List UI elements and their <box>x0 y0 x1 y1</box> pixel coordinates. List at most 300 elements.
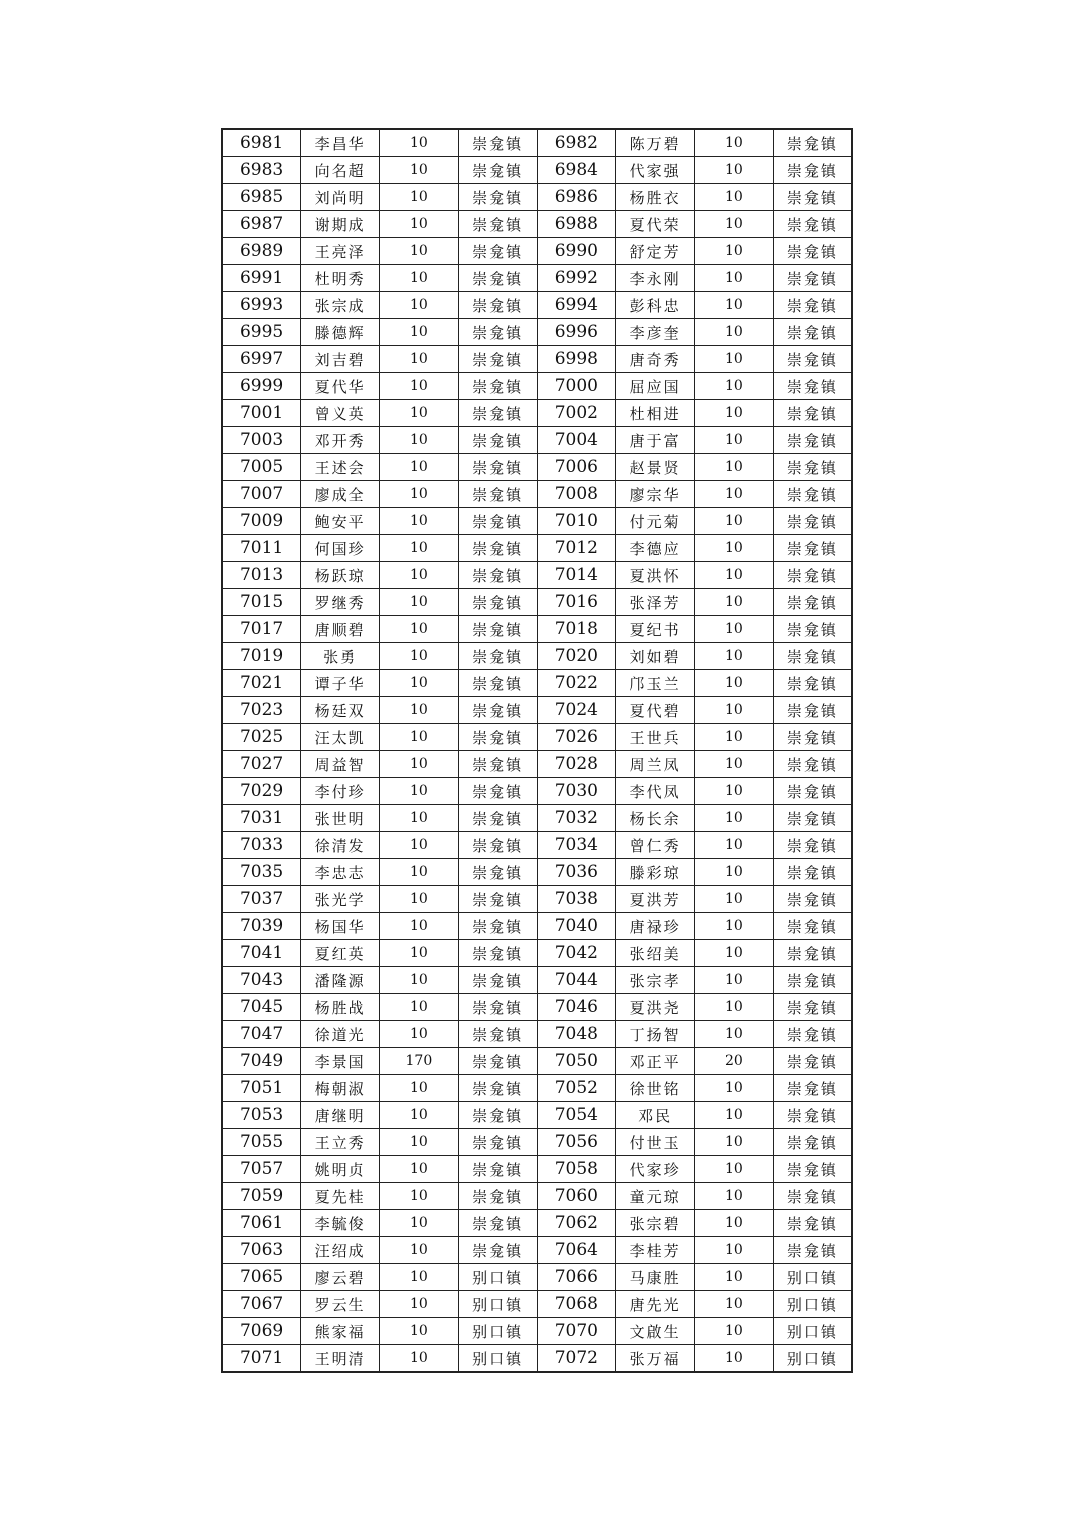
person-name-cell: 王世兵 <box>616 724 695 751</box>
person-name-cell: 唐顺碧 <box>301 616 380 643</box>
record-number-cell: 7005 <box>222 454 301 481</box>
town-name-cell: 崇龛镇 <box>773 589 852 616</box>
table-row <box>222 373 852 400</box>
table-row <box>222 670 852 697</box>
record-number-cell: 7057 <box>222 1156 301 1183</box>
amount-value-cell: 10 <box>695 292 774 319</box>
town-name-cell: 崇龛镇 <box>773 265 852 292</box>
table-row <box>222 481 852 508</box>
amount-value-cell: 10 <box>695 805 774 832</box>
amount-value-cell: 10 <box>695 400 774 427</box>
amount-value-cell: 10 <box>380 1156 459 1183</box>
person-name-cell: 李付珍 <box>301 778 380 805</box>
town-name-cell: 崇龛镇 <box>773 859 852 886</box>
amount-value-cell: 10 <box>380 913 459 940</box>
person-name-cell: 李永刚 <box>616 265 695 292</box>
amount-value-cell: 10 <box>695 1318 774 1345</box>
amount-value-cell: 10 <box>695 535 774 562</box>
town-name-cell: 崇龛镇 <box>458 697 537 724</box>
person-name-cell: 熊家福 <box>301 1318 380 1345</box>
record-number-cell: 7011 <box>222 535 301 562</box>
amount-value-cell: 10 <box>380 400 459 427</box>
record-number-cell: 7045 <box>222 994 301 1021</box>
record-number-cell: 7018 <box>537 616 616 643</box>
person-name-cell: 王述会 <box>301 454 380 481</box>
record-number-cell: 7033 <box>222 832 301 859</box>
town-name-cell: 崇龛镇 <box>773 1102 852 1129</box>
person-name-cell: 夏洪尧 <box>616 994 695 1021</box>
record-number-cell: 7023 <box>222 697 301 724</box>
town-name-cell: 崇龛镇 <box>458 751 537 778</box>
town-name-cell: 崇龛镇 <box>773 1183 852 1210</box>
table-row <box>222 1318 852 1345</box>
town-name-cell: 崇龛镇 <box>458 535 537 562</box>
record-number-cell: 7016 <box>537 589 616 616</box>
person-name-cell: 鲍安平 <box>301 508 380 535</box>
person-name-cell: 谭子华 <box>301 670 380 697</box>
record-number-cell: 6983 <box>222 157 301 184</box>
person-name-cell: 杨长余 <box>616 805 695 832</box>
table-row <box>222 292 852 319</box>
person-name-cell: 童元琼 <box>616 1183 695 1210</box>
record-number-cell: 7067 <box>222 1291 301 1318</box>
person-name-cell: 舒定芳 <box>616 238 695 265</box>
table-row <box>222 427 852 454</box>
town-name-cell: 崇龛镇 <box>458 1021 537 1048</box>
amount-value-cell: 10 <box>695 1345 774 1373</box>
amount-value-cell: 10 <box>380 346 459 373</box>
record-number-cell: 7007 <box>222 481 301 508</box>
amount-value-cell: 10 <box>695 238 774 265</box>
table-row <box>222 211 852 238</box>
town-name-cell: 崇龛镇 <box>458 1075 537 1102</box>
table-row <box>222 940 852 967</box>
person-name-cell: 张世明 <box>301 805 380 832</box>
person-name-cell: 丁扬智 <box>616 1021 695 1048</box>
table-row <box>222 1021 852 1048</box>
table-row <box>222 1210 852 1237</box>
amount-value-cell: 10 <box>380 1102 459 1129</box>
town-name-cell: 崇龛镇 <box>773 373 852 400</box>
person-name-cell: 刘尚明 <box>301 184 380 211</box>
amount-value-cell: 10 <box>380 319 459 346</box>
record-number-cell: 7010 <box>537 508 616 535</box>
town-name-cell: 崇龛镇 <box>773 643 852 670</box>
table-row <box>222 129 852 157</box>
person-name-cell: 廖成全 <box>301 481 380 508</box>
amount-value-cell: 10 <box>380 751 459 778</box>
record-number-cell: 7056 <box>537 1129 616 1156</box>
person-name-cell: 曾仁秀 <box>616 832 695 859</box>
person-name-cell: 李桂芳 <box>616 1237 695 1264</box>
person-name-cell: 汪太凯 <box>301 724 380 751</box>
town-name-cell: 别口镇 <box>773 1318 852 1345</box>
record-number-cell: 6984 <box>537 157 616 184</box>
person-name-cell: 邝玉兰 <box>616 670 695 697</box>
town-name-cell: 崇龛镇 <box>458 292 537 319</box>
town-name-cell: 崇龛镇 <box>773 1129 852 1156</box>
table-row <box>222 1156 852 1183</box>
town-name-cell: 崇龛镇 <box>773 778 852 805</box>
amount-value-cell: 10 <box>695 373 774 400</box>
person-name-cell: 夏洪芳 <box>616 886 695 913</box>
record-number-cell: 7069 <box>222 1318 301 1345</box>
person-name-cell: 张绍美 <box>616 940 695 967</box>
record-number-cell: 7026 <box>537 724 616 751</box>
table-row <box>222 1075 852 1102</box>
table-row <box>222 1291 852 1318</box>
person-name-cell: 李忠志 <box>301 859 380 886</box>
amount-value-cell: 10 <box>695 724 774 751</box>
record-number-cell: 7054 <box>537 1102 616 1129</box>
amount-value-cell: 10 <box>695 1183 774 1210</box>
person-name-cell: 唐于富 <box>616 427 695 454</box>
person-name-cell: 罗继秀 <box>301 589 380 616</box>
amount-value-cell: 10 <box>380 292 459 319</box>
table-row <box>222 319 852 346</box>
town-name-cell: 崇龛镇 <box>773 724 852 751</box>
person-name-cell: 谢期成 <box>301 211 380 238</box>
record-number-cell: 7063 <box>222 1237 301 1264</box>
amount-value-cell: 10 <box>695 184 774 211</box>
record-number-cell: 7062 <box>537 1210 616 1237</box>
record-number-cell: 7042 <box>537 940 616 967</box>
amount-value-cell: 10 <box>695 1291 774 1318</box>
table-row <box>222 1129 852 1156</box>
amount-value-cell: 10 <box>695 751 774 778</box>
record-number-cell: 7020 <box>537 643 616 670</box>
person-name-cell: 汪绍成 <box>301 1237 380 1264</box>
record-number-cell: 7065 <box>222 1264 301 1291</box>
table-row <box>222 724 852 751</box>
person-name-cell: 唐继明 <box>301 1102 380 1129</box>
record-number-cell: 6996 <box>537 319 616 346</box>
town-name-cell: 崇龛镇 <box>458 129 537 157</box>
person-name-cell: 李彦奎 <box>616 319 695 346</box>
person-name-cell: 李景国 <box>301 1048 380 1075</box>
record-number-cell: 6990 <box>537 238 616 265</box>
amount-value-cell: 10 <box>695 778 774 805</box>
town-name-cell: 崇龛镇 <box>773 238 852 265</box>
amount-value-cell: 10 <box>695 1156 774 1183</box>
town-name-cell: 崇龛镇 <box>458 994 537 1021</box>
record-number-cell: 7071 <box>222 1345 301 1373</box>
person-name-cell: 何国珍 <box>301 535 380 562</box>
person-name-cell: 陈万碧 <box>616 129 695 157</box>
record-number-cell: 7021 <box>222 670 301 697</box>
person-name-cell: 张宗成 <box>301 292 380 319</box>
town-name-cell: 崇龛镇 <box>773 292 852 319</box>
town-name-cell: 别口镇 <box>773 1264 852 1291</box>
record-number-cell: 7022 <box>537 670 616 697</box>
person-name-cell: 王亮泽 <box>301 238 380 265</box>
person-name-cell: 代家强 <box>616 157 695 184</box>
record-number-cell: 7041 <box>222 940 301 967</box>
table-row <box>222 1264 852 1291</box>
table-row <box>222 562 852 589</box>
table-row <box>222 994 852 1021</box>
amount-value-cell: 10 <box>695 913 774 940</box>
record-number-cell: 7072 <box>537 1345 616 1373</box>
town-name-cell: 崇龛镇 <box>458 211 537 238</box>
amount-value-cell: 10 <box>380 832 459 859</box>
town-name-cell: 崇龛镇 <box>458 643 537 670</box>
person-name-cell: 杨胜衣 <box>616 184 695 211</box>
town-name-cell: 崇龛镇 <box>458 1129 537 1156</box>
amount-value-cell: 10 <box>695 427 774 454</box>
amount-value-cell: 10 <box>695 670 774 697</box>
amount-value-cell: 10 <box>695 1021 774 1048</box>
amount-value-cell: 10 <box>695 697 774 724</box>
person-name-cell: 邓正平 <box>616 1048 695 1075</box>
record-number-cell: 7013 <box>222 562 301 589</box>
record-number-cell: 6991 <box>222 265 301 292</box>
record-number-cell: 7015 <box>222 589 301 616</box>
table-row <box>222 616 852 643</box>
table-row <box>222 1345 852 1373</box>
person-name-cell: 夏洪怀 <box>616 562 695 589</box>
record-number-cell: 7031 <box>222 805 301 832</box>
town-name-cell: 崇龛镇 <box>458 616 537 643</box>
person-name-cell: 夏纪书 <box>616 616 695 643</box>
person-name-cell: 张宗碧 <box>616 1210 695 1237</box>
town-name-cell: 崇龛镇 <box>773 1210 852 1237</box>
record-number-cell: 7032 <box>537 805 616 832</box>
record-number-cell: 7035 <box>222 859 301 886</box>
person-name-cell: 王明清 <box>301 1345 380 1373</box>
record-number-cell: 7008 <box>537 481 616 508</box>
table-row <box>222 157 852 184</box>
town-name-cell: 崇龛镇 <box>458 400 537 427</box>
person-name-cell: 杜明秀 <box>301 265 380 292</box>
table-row <box>222 643 852 670</box>
record-number-cell: 7030 <box>537 778 616 805</box>
table-row <box>222 535 852 562</box>
record-number-cell: 6993 <box>222 292 301 319</box>
amount-value-cell: 10 <box>695 994 774 1021</box>
amount-value-cell: 10 <box>695 346 774 373</box>
amount-value-cell: 10 <box>380 1345 459 1373</box>
town-name-cell: 崇龛镇 <box>773 994 852 1021</box>
town-name-cell: 崇龛镇 <box>458 508 537 535</box>
amount-value-cell: 10 <box>695 265 774 292</box>
record-number-cell: 7068 <box>537 1291 616 1318</box>
record-number-cell: 6989 <box>222 238 301 265</box>
amount-value-cell: 10 <box>380 265 459 292</box>
record-number-cell: 7066 <box>537 1264 616 1291</box>
person-name-cell: 刘如碧 <box>616 643 695 670</box>
person-name-cell: 徐清发 <box>301 832 380 859</box>
amount-value-cell: 10 <box>380 508 459 535</box>
table-row <box>222 1183 852 1210</box>
amount-value-cell: 10 <box>695 1129 774 1156</box>
table-row <box>222 778 852 805</box>
record-number-cell: 7025 <box>222 724 301 751</box>
person-name-cell: 向名超 <box>301 157 380 184</box>
amount-value-cell: 10 <box>380 1291 459 1318</box>
table-row <box>222 886 852 913</box>
amount-value-cell: 10 <box>380 805 459 832</box>
person-name-cell: 滕德辉 <box>301 319 380 346</box>
town-name-cell: 别口镇 <box>458 1264 537 1291</box>
town-name-cell: 崇龛镇 <box>458 589 537 616</box>
town-name-cell: 别口镇 <box>458 1345 537 1373</box>
amount-value-cell: 10 <box>695 562 774 589</box>
town-name-cell: 崇龛镇 <box>458 427 537 454</box>
town-name-cell: 崇龛镇 <box>458 1210 537 1237</box>
person-name-cell: 李毓俊 <box>301 1210 380 1237</box>
amount-value-cell: 10 <box>380 562 459 589</box>
town-name-cell: 崇龛镇 <box>773 481 852 508</box>
amount-value-cell: 10 <box>380 697 459 724</box>
town-name-cell: 崇龛镇 <box>773 129 852 157</box>
amount-value-cell: 20 <box>695 1048 774 1075</box>
person-name-cell: 付世玉 <box>616 1129 695 1156</box>
record-number-cell: 7027 <box>222 751 301 778</box>
amount-value-cell: 10 <box>380 454 459 481</box>
town-name-cell: 崇龛镇 <box>773 427 852 454</box>
record-number-cell: 7044 <box>537 967 616 994</box>
amount-value-cell: 10 <box>380 670 459 697</box>
person-name-cell: 付元菊 <box>616 508 695 535</box>
town-name-cell: 崇龛镇 <box>458 481 537 508</box>
person-name-cell: 曾义英 <box>301 400 380 427</box>
town-name-cell: 崇龛镇 <box>773 1048 852 1075</box>
record-number-cell: 7046 <box>537 994 616 1021</box>
table-row <box>222 832 852 859</box>
table-row <box>222 859 852 886</box>
amount-value-cell: 10 <box>695 1264 774 1291</box>
amount-value-cell: 10 <box>380 211 459 238</box>
record-number-cell: 7048 <box>537 1021 616 1048</box>
town-name-cell: 崇龛镇 <box>458 157 537 184</box>
town-name-cell: 崇龛镇 <box>458 319 537 346</box>
town-name-cell: 崇龛镇 <box>773 562 852 589</box>
amount-value-cell: 10 <box>380 535 459 562</box>
amount-value-cell: 10 <box>380 616 459 643</box>
town-name-cell: 崇龛镇 <box>773 886 852 913</box>
town-name-cell: 崇龛镇 <box>458 670 537 697</box>
record-number-cell: 7004 <box>537 427 616 454</box>
person-name-cell: 彭科忠 <box>616 292 695 319</box>
person-name-cell: 屈应国 <box>616 373 695 400</box>
record-number-cell: 7058 <box>537 1156 616 1183</box>
town-name-cell: 崇龛镇 <box>773 346 852 373</box>
record-number-cell: 7060 <box>537 1183 616 1210</box>
record-number-cell: 7049 <box>222 1048 301 1075</box>
person-name-cell: 刘吉碧 <box>301 346 380 373</box>
record-number-cell: 7012 <box>537 535 616 562</box>
town-name-cell: 崇龛镇 <box>773 319 852 346</box>
person-name-cell: 马康胜 <box>616 1264 695 1291</box>
person-name-cell: 夏代华 <box>301 373 380 400</box>
town-name-cell: 崇龛镇 <box>773 913 852 940</box>
amount-value-cell: 10 <box>380 481 459 508</box>
town-name-cell: 崇龛镇 <box>458 913 537 940</box>
record-number-cell: 7024 <box>537 697 616 724</box>
record-number-cell: 6992 <box>537 265 616 292</box>
town-name-cell: 崇龛镇 <box>458 454 537 481</box>
person-name-cell: 夏红英 <box>301 940 380 967</box>
amount-value-cell: 10 <box>380 1264 459 1291</box>
table-row <box>222 346 852 373</box>
town-name-cell: 崇龛镇 <box>458 859 537 886</box>
record-number-cell: 7009 <box>222 508 301 535</box>
person-name-cell: 李代凤 <box>616 778 695 805</box>
town-name-cell: 崇龛镇 <box>458 1048 537 1075</box>
town-name-cell: 崇龛镇 <box>773 454 852 481</box>
town-name-cell: 崇龛镇 <box>458 1183 537 1210</box>
record-number-cell: 6999 <box>222 373 301 400</box>
record-number-cell: 7028 <box>537 751 616 778</box>
amount-value-cell: 10 <box>380 940 459 967</box>
amount-value-cell: 10 <box>695 967 774 994</box>
town-name-cell: 崇龛镇 <box>458 832 537 859</box>
table-row <box>222 967 852 994</box>
record-number-cell: 7001 <box>222 400 301 427</box>
person-name-cell: 张泽芳 <box>616 589 695 616</box>
table-row <box>222 454 852 481</box>
record-number-cell: 7034 <box>537 832 616 859</box>
town-name-cell: 崇龛镇 <box>773 967 852 994</box>
town-name-cell: 别口镇 <box>773 1345 852 1373</box>
record-number-cell: 7006 <box>537 454 616 481</box>
amount-value-cell: 10 <box>380 1129 459 1156</box>
amount-value-cell: 10 <box>380 778 459 805</box>
town-name-cell: 崇龛镇 <box>458 1237 537 1264</box>
town-name-cell: 崇龛镇 <box>458 184 537 211</box>
amount-value-cell: 10 <box>695 589 774 616</box>
person-name-cell: 姚明贞 <box>301 1156 380 1183</box>
person-name-cell: 张宗孝 <box>616 967 695 994</box>
record-number-cell: 7061 <box>222 1210 301 1237</box>
person-name-cell: 代家珍 <box>616 1156 695 1183</box>
donation-table <box>221 128 853 1373</box>
amount-value-cell: 170 <box>380 1048 459 1075</box>
record-number-cell: 7047 <box>222 1021 301 1048</box>
town-name-cell: 崇龛镇 <box>458 1102 537 1129</box>
town-name-cell: 崇龛镇 <box>773 1075 852 1102</box>
town-name-cell: 崇龛镇 <box>458 778 537 805</box>
amount-value-cell: 10 <box>380 373 459 400</box>
table-row <box>222 1102 852 1129</box>
person-name-cell: 杨跃琼 <box>301 562 380 589</box>
person-name-cell: 张万福 <box>616 1345 695 1373</box>
person-name-cell: 滕彩琼 <box>616 859 695 886</box>
amount-value-cell: 10 <box>380 129 459 157</box>
town-name-cell: 崇龛镇 <box>773 1021 852 1048</box>
town-name-cell: 别口镇 <box>773 1291 852 1318</box>
amount-value-cell: 10 <box>695 832 774 859</box>
town-name-cell: 崇龛镇 <box>773 184 852 211</box>
amount-value-cell: 10 <box>380 859 459 886</box>
amount-value-cell: 10 <box>695 319 774 346</box>
record-number-cell: 7055 <box>222 1129 301 1156</box>
amount-value-cell: 10 <box>695 886 774 913</box>
town-name-cell: 崇龛镇 <box>458 805 537 832</box>
amount-value-cell: 10 <box>380 427 459 454</box>
person-name-cell: 罗云生 <box>301 1291 380 1318</box>
table-row <box>222 913 852 940</box>
amount-value-cell: 10 <box>695 1237 774 1264</box>
person-name-cell: 廖云碧 <box>301 1264 380 1291</box>
town-name-cell: 崇龛镇 <box>458 886 537 913</box>
amount-value-cell: 10 <box>695 643 774 670</box>
record-number-cell: 7000 <box>537 373 616 400</box>
person-name-cell: 李昌华 <box>301 129 380 157</box>
person-name-cell: 潘隆源 <box>301 967 380 994</box>
amount-value-cell: 10 <box>380 643 459 670</box>
